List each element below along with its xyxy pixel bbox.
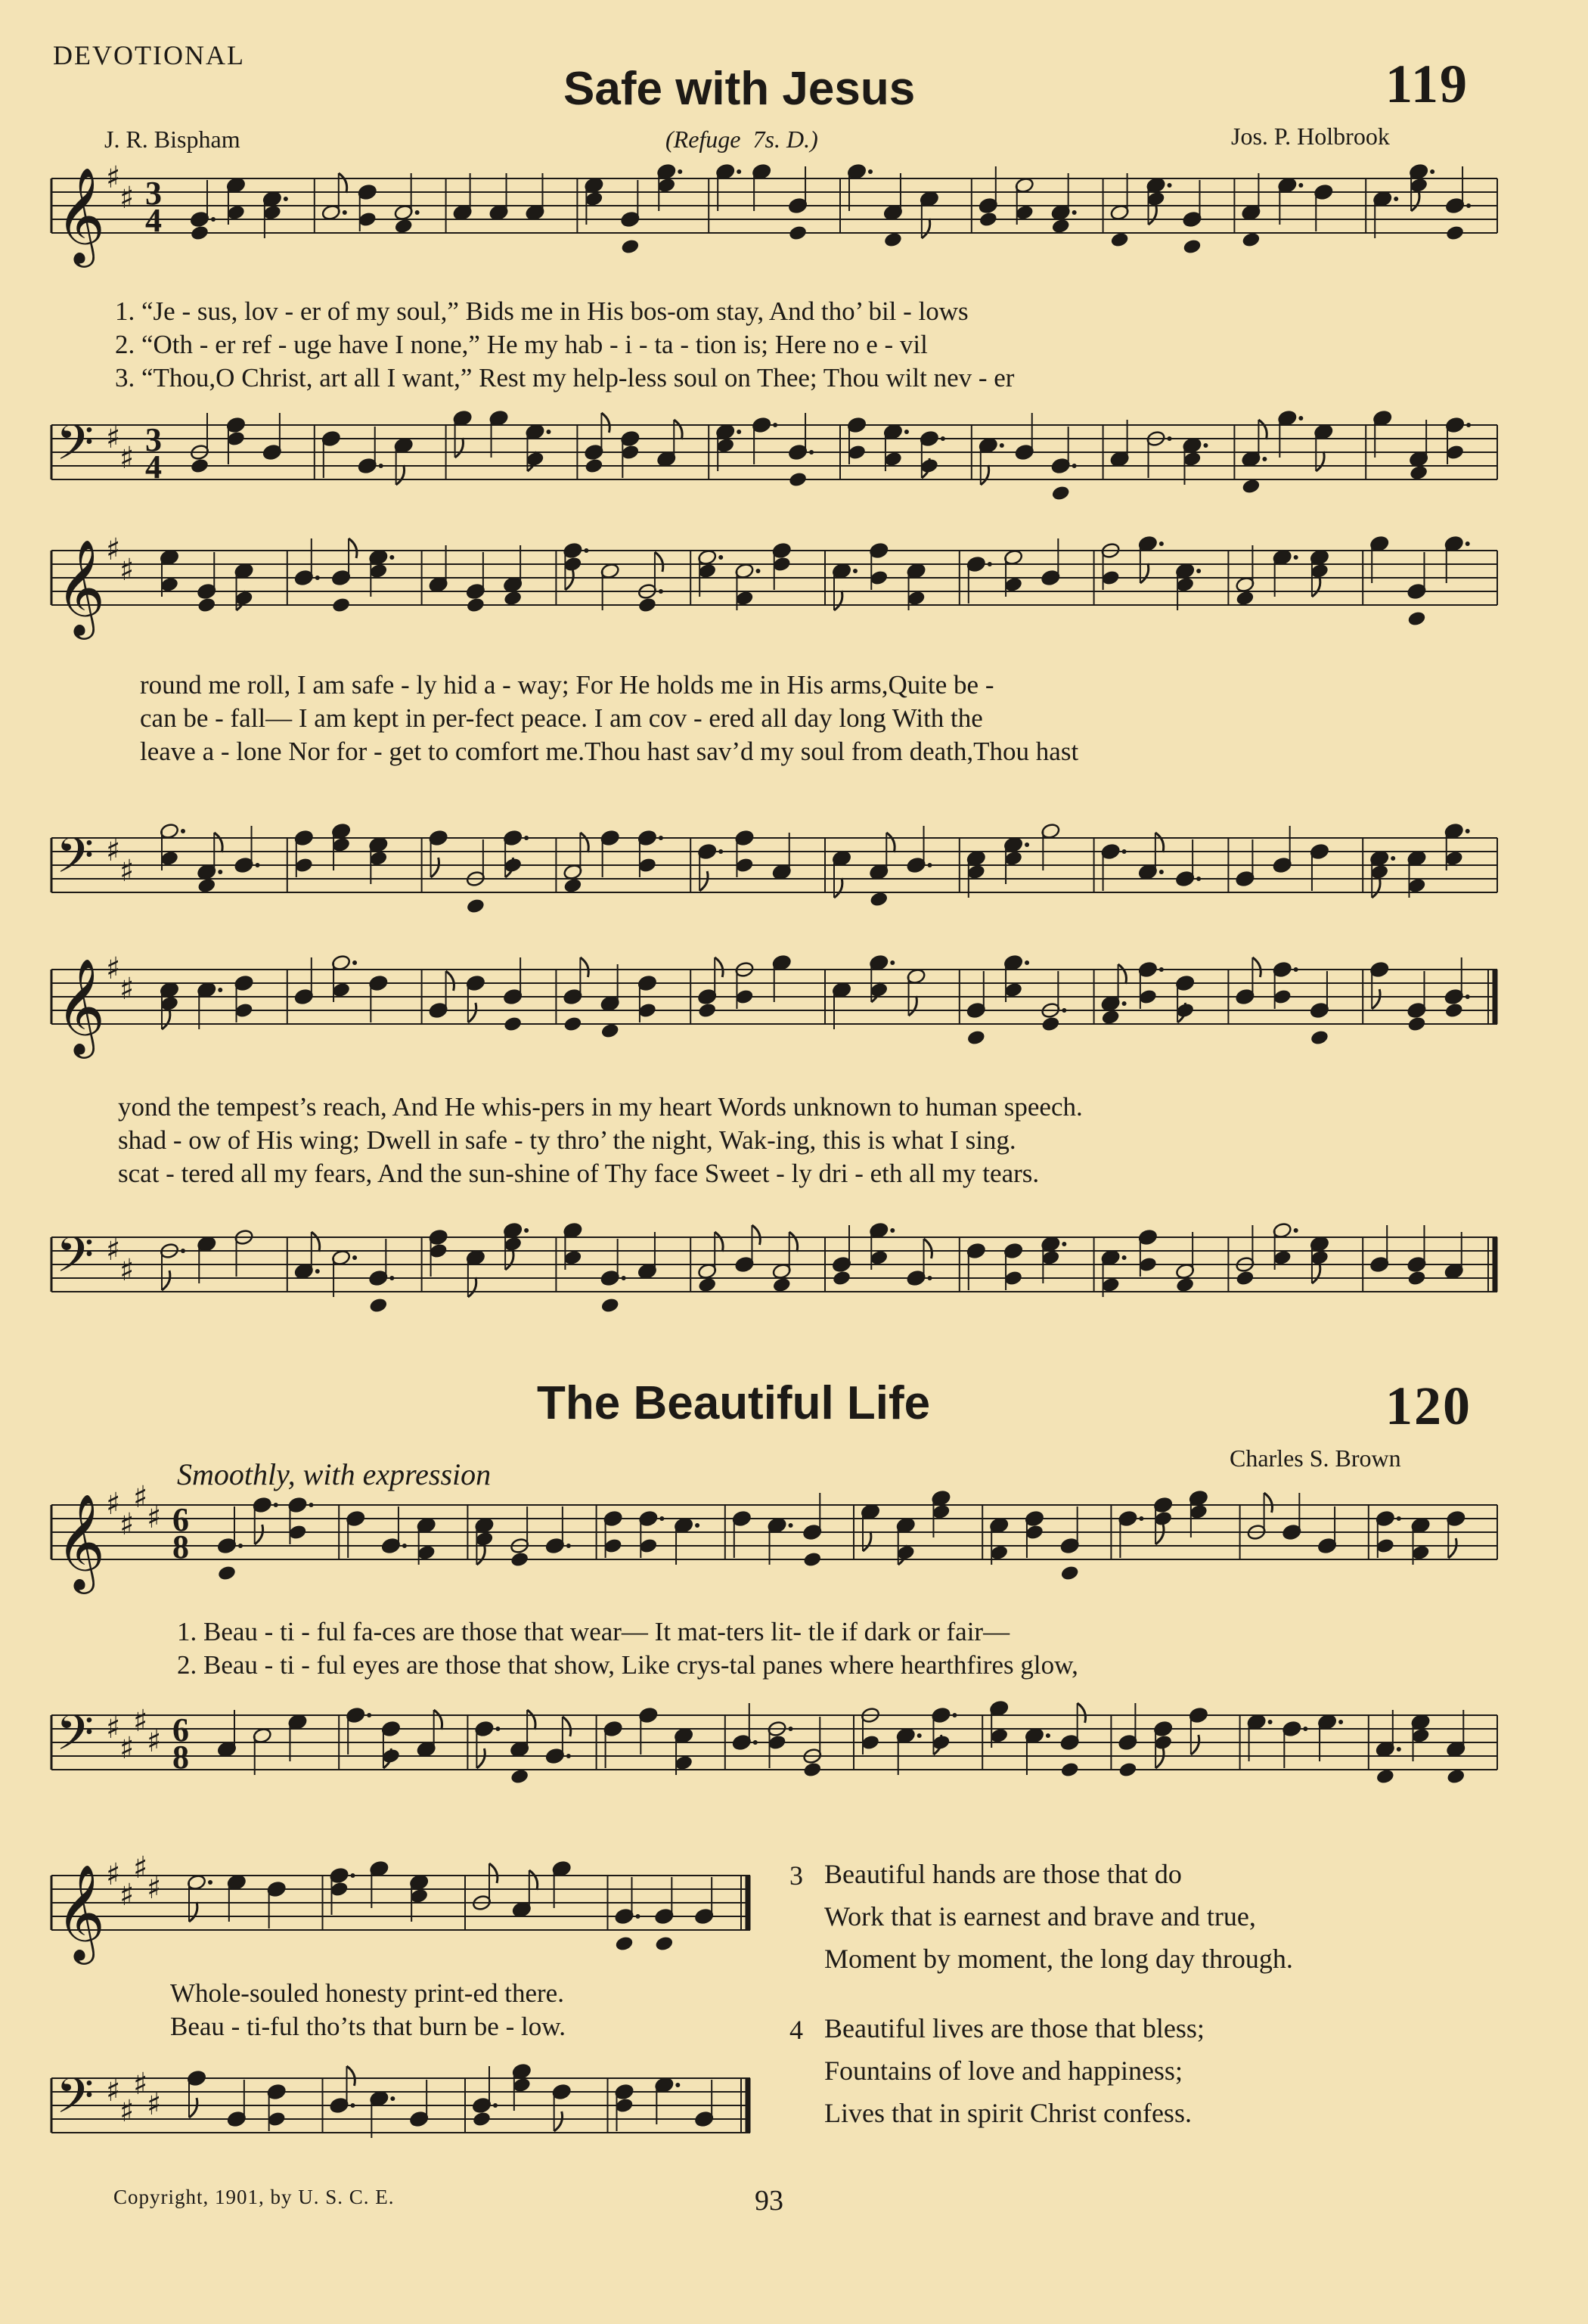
note-flag <box>347 2066 355 2086</box>
lyric-line: 2. “Oth - er ref - uge have I none,” He my hab - i - ta - tion is; Here no e - vil <box>115 330 928 359</box>
tune-close: ) <box>810 126 818 153</box>
sharp-icon: ♯ <box>119 854 135 889</box>
sharp-icon: ♯ <box>106 951 121 986</box>
time-signature-bottom: 4 <box>145 448 162 486</box>
lyric-line: 3. “Thou,O Christ, art all I want,” Rest my help-less soul on Thee; Thou wilt nev - er <box>115 363 1015 393</box>
bass-clef-icon: 𝄢 <box>56 2068 95 2136</box>
sharp-icon: ♯ <box>147 2087 162 2122</box>
sharp-icon: ♯ <box>106 833 121 868</box>
sharp-icon: ♯ <box>119 2094 135 2129</box>
time-signature-top: 3 <box>145 175 162 212</box>
bass-clef-icon: 𝄢 <box>56 415 95 483</box>
hymn-120-title: The Beautiful Life <box>537 1377 931 1429</box>
hymn-120-composer: Charles S. Brown <box>1230 1444 1401 1472</box>
lyric-line: can be - fall— I am kept in per-fect peace. I am cov - ered all day long With the <box>140 703 983 733</box>
hymn-119-author: J. R. Bispham <box>104 126 240 153</box>
hymn-119-number: 119 <box>1385 54 1469 114</box>
sharp-icon: ♯ <box>119 441 135 476</box>
dot <box>493 2103 498 2108</box>
lyric-line: 2. Beau - ti - ful eyes are those that show, Like crys-tal panes where hearthfires glow, <box>177 1650 1078 1680</box>
staff-engraving <box>51 2063 750 2138</box>
sharp-icon: ♯ <box>119 1731 135 1766</box>
verse-line: Lives that in spirit Christ confess. <box>824 2098 1192 2128</box>
sharp-icon: ♯ <box>147 1724 162 1759</box>
sharp-icon: ♯ <box>133 1480 148 1515</box>
verse-number: 4 <box>789 2015 803 2045</box>
time-signature-top: 6 <box>172 1501 189 1538</box>
note-flag <box>189 2098 197 2118</box>
verse-number: 3 <box>789 1860 803 1891</box>
sharp-icon: ♯ <box>119 1507 135 1542</box>
verse-line: Fountains of love and happiness; <box>824 2056 1183 2086</box>
sharp-icon: ♯ <box>119 181 135 216</box>
section-label: DEVOTIONAL <box>53 40 245 70</box>
lyric-line: scat - tered all my fears, And the sun-shine of Thy face Sweet - ly dri - eth all my tears. <box>118 1159 1040 1188</box>
hymn-119-title: Safe with Jesus <box>563 63 916 115</box>
treble-clef-icon: 𝄞 <box>56 957 106 1054</box>
sharp-icon: ♯ <box>119 553 135 588</box>
page-number: 93 <box>755 2185 783 2217</box>
tune-meter: 7s. D. <box>752 126 811 153</box>
treble-clef-icon: 𝄞 <box>56 166 106 263</box>
tune-open: ( <box>665 126 674 153</box>
hymn-120-number: 120 <box>1385 1376 1472 1436</box>
sharp-icon: ♯ <box>106 1711 121 1745</box>
sharp-icon: ♯ <box>106 1857 121 1892</box>
verse-line: Beautiful lives are those that bless; <box>824 2013 1205 2043</box>
tune-name: Refuge <box>673 126 741 153</box>
sharp-icon: ♯ <box>133 2067 148 2102</box>
sharp-icon: ♯ <box>119 1253 135 1288</box>
dot <box>390 2096 395 2101</box>
sharp-icon: ♯ <box>106 532 121 567</box>
treble-clef-icon: 𝄞 <box>56 1863 106 1960</box>
lyric-line: Whole-souled honesty print-ed there. <box>170 1978 564 2008</box>
time-signature-bottom: 8 <box>172 1528 189 1565</box>
sharp-icon: ♯ <box>147 1871 162 1906</box>
sharp-icon: ♯ <box>133 1704 148 1739</box>
sharp-icon: ♯ <box>106 1233 121 1267</box>
bass-clef-icon: 𝄢 <box>56 1705 95 1773</box>
sharp-icon: ♯ <box>106 420 121 455</box>
sharp-icon: ♯ <box>147 1500 162 1535</box>
time-signature-top: 6 <box>172 1711 189 1748</box>
bass-clef-icon: 𝄢 <box>56 828 95 896</box>
sharp-icon: ♯ <box>106 160 121 195</box>
dot <box>675 2083 680 2087</box>
time-signature-bottom: 8 <box>172 1739 189 1776</box>
verse-line: Work that is earnest and brave and true, <box>824 1901 1256 1931</box>
sharp-icon: ♯ <box>106 2074 121 2108</box>
lyric-line: yond the tempest’s reach, And He whis-pers in my heart Words unknown to human speech. <box>118 1092 1083 1122</box>
time-signature-top: 3 <box>145 421 162 458</box>
lyric-line: round me roll, I am safe - ly hid a - way; For He holds me in His arms,Quite be - <box>140 670 994 700</box>
hymn-119-composer: Jos. P. Holbrook <box>1231 123 1390 150</box>
lyric-line: shad - ow of His wing; Dwell in safe - ty thro’ the night, Wak-ing, this is what I sing. <box>118 1125 1016 1155</box>
sharp-icon: ♯ <box>106 1487 121 1522</box>
verse-line: Beautiful hands are those that do <box>824 1859 1182 1889</box>
treble-clef-icon: 𝄞 <box>56 538 106 635</box>
note-head <box>472 2111 492 2128</box>
treble-clef-icon: 𝄞 <box>56 1493 106 1590</box>
dot <box>351 2103 355 2108</box>
note-flag <box>554 2111 563 2131</box>
verse-block <box>789 1853 1293 1980</box>
lyric-line: 1. Beau - ti - ful fa-ces are those that wear— It mat-ters lit- tle if dark or fair— <box>177 1617 1010 1646</box>
lyric-line: Beau - ti-ful tho’ts that burn be - low. <box>170 2012 566 2041</box>
verse-line: Moment by moment, the long day through. <box>824 1944 1293 1974</box>
sharp-icon: ♯ <box>119 1878 135 1913</box>
sharp-icon: ♯ <box>133 1851 148 1885</box>
sharp-icon: ♯ <box>119 972 135 1007</box>
tempo-marking: Smoothly, with expression <box>177 1457 492 1491</box>
bass-clef-icon: 𝄢 <box>56 1227 95 1295</box>
time-signature-bottom: 4 <box>145 202 162 239</box>
verse-block <box>789 2007 1205 2134</box>
copyright-notice: Copyright, 1901, by U. S. C. E. <box>113 2186 395 2208</box>
lyric-line: 1. “Je - sus, lov - er of my soul,” Bids me in His bos-om stay, And tho’ bil - lows <box>115 296 969 326</box>
lyric-line: leave a - lone Nor for - get to comfort me.Thou hast sav’d my soul from death,Thou hast <box>140 737 1079 766</box>
